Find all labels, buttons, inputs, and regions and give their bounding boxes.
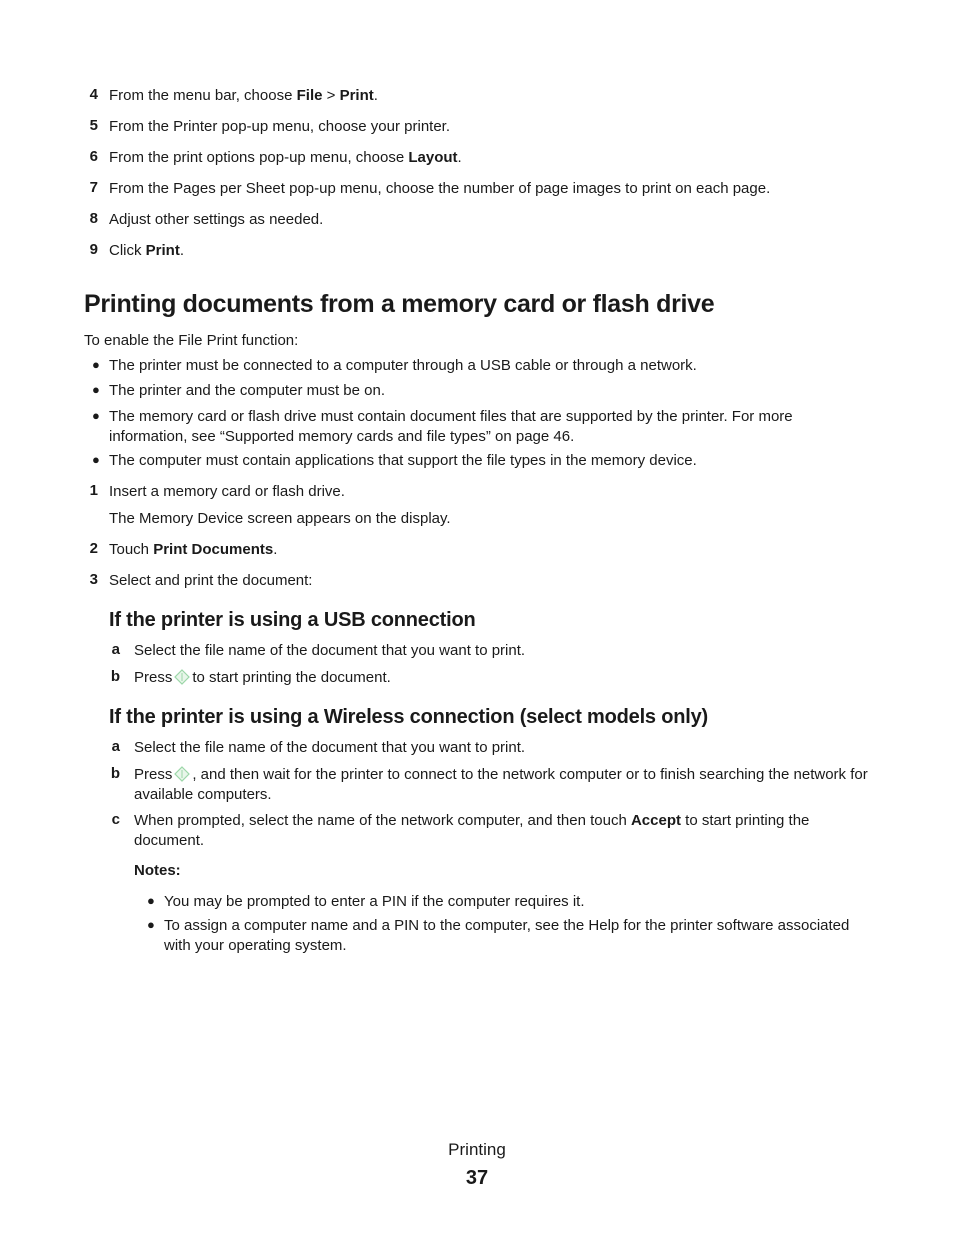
footer-chapter: Printing: [448, 1140, 506, 1159]
list-item: The printer must be connected to a computer through a USB cable or through a network.: [109, 357, 697, 374]
step-number: 6: [89, 148, 98, 165]
notes-label: Notes:: [134, 862, 181, 879]
wireless-heading: If the printer is using a Wireless connection (select models only): [109, 706, 708, 728]
step-text: From the Pages per Sheet pop-up menu, choose the number of page images to print on each page.: [109, 180, 771, 197]
section-heading: Printing documents from a memory card or flash drive: [84, 290, 715, 318]
substep-letter: b: [110, 765, 120, 782]
bullet-dot: ●: [92, 357, 100, 372]
step-text: Click Print.: [109, 242, 185, 259]
step-text: Insert a memory card or flash drive.: [109, 483, 345, 500]
step-number: 8: [89, 210, 98, 227]
substep-text: Select the file name of the document that you want to print.: [134, 739, 526, 756]
step-number: 1: [89, 482, 98, 499]
step-number: 4: [89, 86, 98, 103]
substep-letter: c: [111, 811, 120, 828]
usb-heading: If the printer is using a USB connection: [109, 609, 476, 631]
bullet-dot: ●: [147, 917, 155, 932]
step-number: 7: [89, 179, 98, 196]
bullet-dot: ●: [147, 893, 155, 908]
step-text: Adjust other settings as needed.: [109, 211, 324, 228]
substep-text: Press , and then wait for the printer to connect to the network computer or to finish searching the network for available computers.: [134, 766, 868, 803]
step-number: 2: [89, 540, 98, 557]
start-icon: [174, 766, 190, 782]
substep-letter: a: [111, 738, 120, 755]
bullet-dot: ●: [92, 382, 100, 397]
substep-letter: b: [110, 668, 120, 685]
step-text: From the menu bar, choose File > Print.: [109, 87, 378, 104]
bullet-dot: ●: [92, 452, 100, 467]
step-number: 9: [89, 241, 98, 258]
page-number: 37: [465, 1167, 489, 1189]
list-item: The computer must contain applications that support the file types in the memory device.: [109, 452, 697, 469]
list-item: You may be prompted to enter a PIN if the computer requires it.: [164, 893, 585, 910]
list-item: The memory card or flash drive must contain document files that are supported by the printer. For more information, see “Supported memory cards and file types” on page 46.: [109, 408, 793, 445]
substep-text: Select the file name of the document that you want to print.: [134, 642, 526, 659]
step-number: 3: [89, 571, 98, 588]
step-text: From the Printer pop-up menu, choose your printer.: [109, 118, 451, 135]
step-result: The Memory Device screen appears on the display.: [109, 510, 451, 527]
step-number: 5: [89, 117, 98, 134]
start-icon: [174, 669, 190, 685]
step-text: From the print options pop-up menu, choose Layout.: [109, 149, 462, 166]
step-text: Touch Print Documents.: [109, 541, 278, 558]
bullet-dot: ●: [92, 408, 100, 423]
list-item: To assign a computer name and a PIN to the computer, see the Help for the printer software associated with your operating system.: [164, 917, 850, 954]
step-text: Select and print the document:: [109, 572, 313, 589]
substep-text: When prompted, select the name of the network computer, and then touch Accept to start printing the document.: [134, 812, 810, 849]
list-item: The printer and the computer must be on.: [109, 382, 385, 399]
substep-letter: a: [111, 641, 120, 658]
substep-text: Press to start printing the document.: [134, 669, 391, 686]
section-intro: To enable the File Print function:: [84, 332, 299, 349]
